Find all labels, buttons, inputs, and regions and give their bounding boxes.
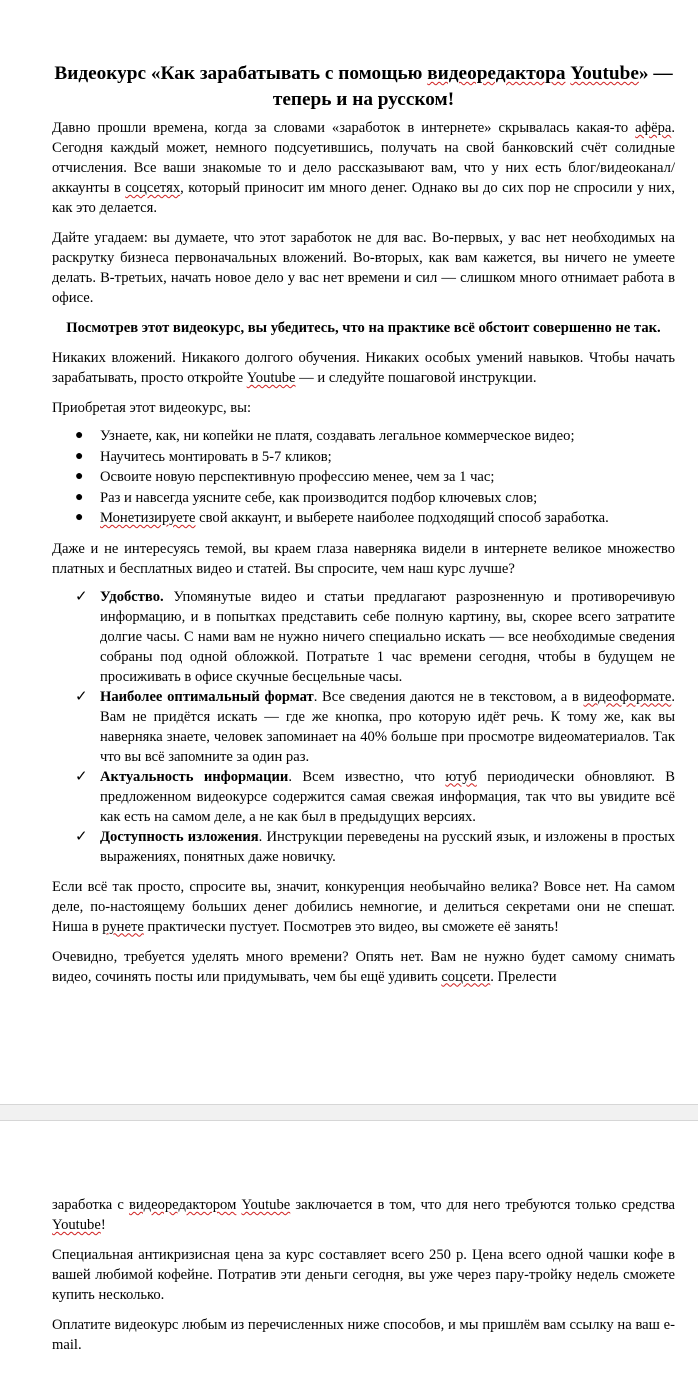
checkmark-icon: ✓ bbox=[75, 688, 88, 705]
page-break-gap bbox=[0, 1104, 698, 1121]
document-title: Видеокурс «Как зарабатывать с помощью видеоредактора Youtube» — теперь и на русском! bbox=[54, 63, 673, 110]
checkmark-icon: ✓ bbox=[75, 828, 88, 845]
paragraph-bold-claim: Посмотрев этот видеокурс, вы убедитесь, что на практике всё обстоит совершенно не так. bbox=[66, 320, 661, 336]
paragraph-competition: Если всё так просто, спросите вы, значит, конкуренция необычайно велика? Вовсе нет. На самом деле, по-настоящему больших денег добились немногие, и делиться секретами они не спешат. Ниша в рунете практически пустует. Посмотрев это видео, вы сможете её занять! bbox=[52, 878, 675, 935]
bullet-dot-icon: ● bbox=[75, 428, 84, 443]
list-item: ● Раз и навсегда уясните себе, как производится подбор ключевых слов; bbox=[52, 488, 675, 509]
spellcheck-word: ютуб bbox=[445, 768, 477, 785]
spellcheck-word: Youtube bbox=[570, 63, 639, 84]
list-item: ● Освоите новую перспективную профессию менее, чем за 1 час; bbox=[52, 467, 675, 488]
spellcheck-word: Youtube bbox=[241, 1197, 291, 1213]
document-page-2 bbox=[0, 1121, 698, 1393]
paragraph-price: Специальная антикризисная цена за курс составляет всего 250 р. Цена всего одной чашки кофе в вашей любимой кофейне. Потратив эти деньги сегодня, вы уже через пару-тройку недель сможете купить несколько. bbox=[52, 1247, 675, 1303]
paragraph-guess: Дайте угадаем: вы думаете, что этот заработок не для вас. Во-первых, у вас нет необходимых на раскрутку бизнеса первоначальных вложений. Во-вторых, как вам кажется, вы ничего не умеете делать. В-третьих, начать новое дело у вас нет времени и сил — слишком много отнимает работа в офисе. bbox=[52, 230, 675, 306]
list-item: ● Монетизируете свой аккаунт, и выберете наиболее подходящий способ заработка. bbox=[52, 508, 675, 529]
spellcheck-word: видеоредактором bbox=[128, 1197, 237, 1213]
advantages-list bbox=[52, 587, 675, 867]
benefits-list bbox=[52, 426, 675, 529]
checkmark-icon: ✓ bbox=[75, 768, 88, 785]
paragraph-compare: Даже и не интересуясь темой, вы краем глаза наверняка видели в интернете великое множество платных и бесплатных видео и статей. Вы спросите, чем наш курс лучше? bbox=[52, 540, 675, 577]
bullet-dot-icon: ● bbox=[75, 448, 84, 464]
spellcheck-word: Youtube bbox=[52, 1217, 101, 1233]
paragraph-no-investment: Никаких вложений. Никакого долгого обучения. Никаких особых умений навыков. Чтобы начать зарабатывать, просто откройте Youtube — и следуйте пошаговой инструкции. bbox=[52, 350, 675, 386]
spellcheck-word: Youtube bbox=[246, 370, 296, 386]
list-item: ✓ Доступность изложения. Инструкции переведены на русский язык, и изложены в простых выражениях, понятных даже новичку. bbox=[75, 828, 676, 865]
checkmark-icon: ✓ bbox=[75, 588, 88, 605]
list-item: ✓ Актуальность информации. Всем известно, что ютуб периодически обновляют. В предложенном видеокурсе содержится самая свежая информация, так что вы увидите всё как есть на самом деле, а не как был в предыдущих версиях. bbox=[75, 768, 676, 825]
spellcheck-word: афёра bbox=[635, 120, 672, 136]
page-1-content bbox=[52, 61, 675, 997]
paragraph-continuation: заработка с видеоредактором Youtube заключается в том, что для него требуются только средства Youtube! bbox=[52, 1197, 676, 1233]
spellcheck-word: соцсети bbox=[441, 968, 491, 985]
bullet-dot-icon: ● bbox=[75, 469, 84, 484]
list-item: ● Узнаете, как, ни копейки не платя, создавать легальное коммерческое видео; bbox=[52, 426, 675, 447]
spellcheck-word: видеоредактора bbox=[427, 63, 566, 84]
list-item: ✓ Наиболее оптимальный формат. Все сведения даются не в текстовом, а в видеоформате. Вам не придётся искать — где же кнопка, про которую идёт речь. К тому же, как вы наверняка знаете, человек запоминает на 40% больше при просмотре видеоматериалов. Так что вы всё запомните за один раз. bbox=[75, 688, 675, 765]
bullet-dot-icon: ● bbox=[75, 489, 84, 505]
spellcheck-word: рунете bbox=[102, 918, 144, 935]
paragraph-buying: Приобретая этот видеокурс, вы: bbox=[52, 400, 252, 416]
paragraph-time: Очевидно, требуется уделять много времени? Опять нет. Вам не нужно будет самому снимать видео, сочинять посты или придумывать, чем бы ещё удивить соцсети. Прелести bbox=[52, 948, 675, 985]
list-item: ✓ Удобство. Упомянутые видео и статьи предлагают разрозненную и противоречивую информацию, и в попытках представить себе полную картину, вы, скорее всего затратите долгие часы. С нами вам не нужно ничего специально искать — все необходимые сведения собраны под одной обложкой. Потратьте 1 час времени сегодня, чтобы в будущем не просиживать в офисе скучные бесцельные часы. bbox=[75, 588, 675, 685]
bullet-dot-icon: ● bbox=[75, 510, 84, 525]
list-item: ● Научитесь монтировать в 5-7 кликов; bbox=[52, 447, 675, 468]
paragraph-payment: Оплатите видеокурс любым из перечисленных ниже способов, и мы пришлём вам ссылку на ваш e-mail. bbox=[52, 1317, 675, 1353]
spellcheck-word: соцсетях bbox=[125, 180, 181, 196]
page-2-content bbox=[52, 1195, 675, 1365]
spellcheck-word: Монетизируете bbox=[100, 510, 196, 526]
spellcheck-word: видеоформате bbox=[583, 688, 672, 705]
paragraph-intro: Давно прошли времена, когда за словами «заработок в интернете» скрывалась какая-то афёра. Сегодня каждый может, немного подсуетившись, получать на свой банковский счёт солидные отчисления. Все ваши знакомые то и дело рассказывают вам, что у них есть блог/видеоканал/аккаунты в соцсетях, который приносит им много денег. Однако вы до сих пор не спросили у них, как это делается. bbox=[52, 120, 675, 216]
